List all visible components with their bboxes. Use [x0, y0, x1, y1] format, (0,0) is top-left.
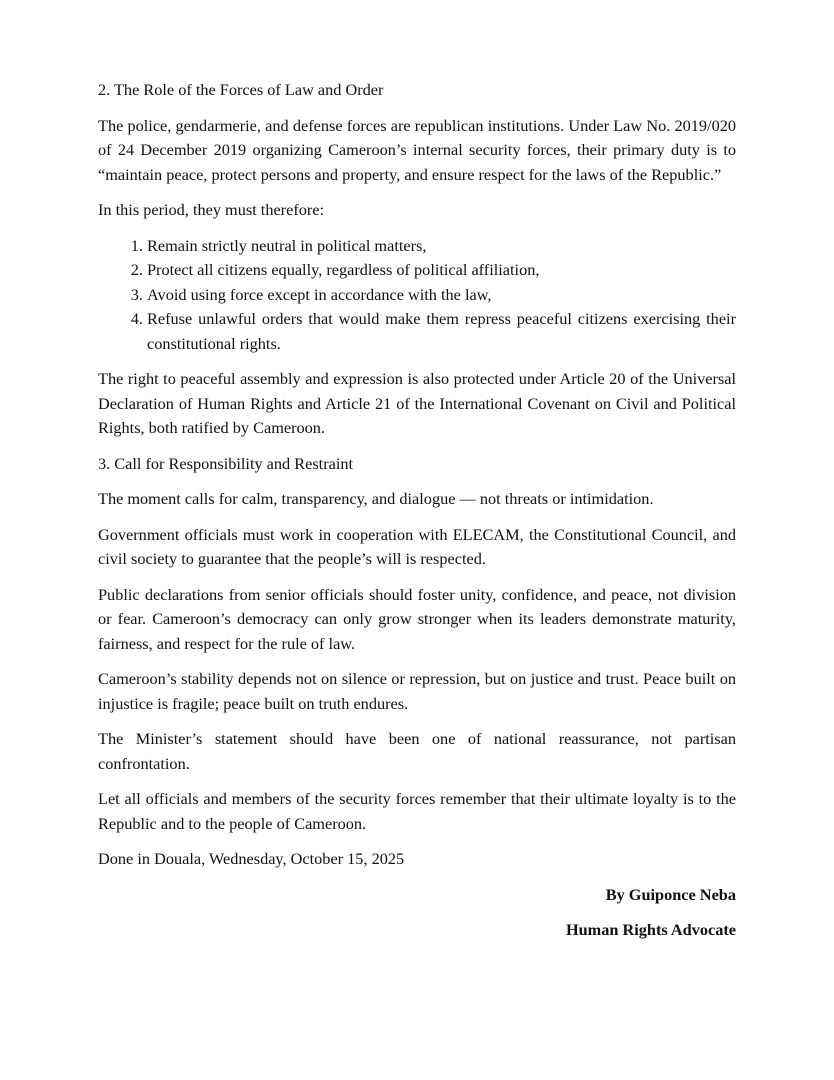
signature-name: By Guiponce Neba: [605, 884, 736, 904]
duty-item-2: 2. Protect all citizens equally, regardless of political affiliation,: [147, 258, 736, 283]
section-2-paragraph-1: The police, gendarmerie, and defense forces are republican institutions. Under Law No. 2019/020 of 24 December 2019 organizing Cameroon’s internal security forces, their primary duty is to “maintain peace, protect persons and property, and ensure respect for the laws of the Republic.”: [98, 115, 736, 184]
duty-item-1: 1. Remain strictly neutral in political matters,: [147, 234, 736, 259]
duty-item-4: 4. Refuse unlawful orders that would make them repress peaceful citizens exercising their constitutional rights.: [147, 307, 736, 356]
section-3-heading: 3. Call for Responsibility and Restraint: [98, 453, 354, 473]
document-page: [98, 78, 736, 954]
section-3-paragraph-5: The Minister’s statement should have been one of national reassurance, not partisan confrontation.: [98, 729, 736, 773]
section-3-paragraph-4: Cameroon’s stability depends not on silence or repression, but on justice and trust. Peace built on injustice is fragile; peace built on truth endures.: [98, 669, 736, 713]
section-2-heading: 2. The Role of the Forces of Law and Order: [98, 80, 384, 99]
signature-title: Human Rights Advocate: [565, 920, 736, 939]
duty-item-3: 3. Avoid using force except in accordance with the law,: [147, 283, 736, 308]
section-3-paragraph-1: The moment calls for calm, transparency, and dialogue — not threats or intimidation.: [98, 489, 654, 508]
section-3-paragraph-3: Public declarations from senior officials should foster unity, confidence, and peace, not division or fear. Cameroon’s democracy can only grow stronger when its leaders demonstrate maturity, fairness, and respect for the rule of law.: [98, 584, 736, 653]
dateline: Done in Douala, Wednesday, October 15, 2025: [98, 849, 405, 868]
section-3-paragraph-6: Let all officials and members of the security forces remember that their ultimate loyalty is to the Republic and to the people of Cameroon.: [98, 789, 736, 833]
duties-list: [98, 234, 736, 357]
section-3-paragraph-2: Government officials must work in cooperation with ELECAM, the Constitutional Council, and civil society to guarantee that the people’s will is respected.: [98, 524, 736, 568]
section-2-paragraph-3: The right to peaceful assembly and expression is also protected under Article 20 of the Universal Declaration of Human Rights and Article 21 of the International Covenant on Civil and Political Rights, both ratified by Cameroon.: [98, 369, 736, 437]
section-2-paragraph-2: In this period, they must therefore:: [98, 200, 325, 219]
